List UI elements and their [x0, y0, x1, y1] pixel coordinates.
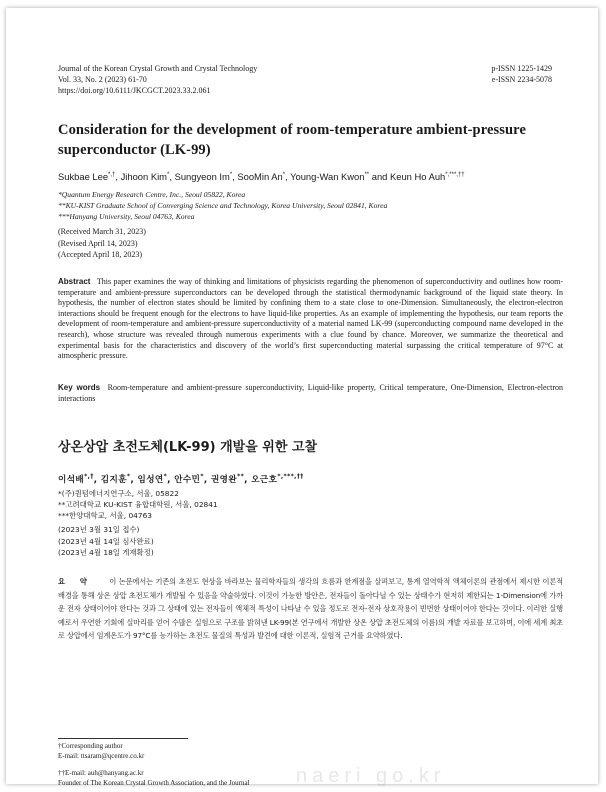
journal-volume: Vol. 33, No. 2 (2023) 61-70 [58, 75, 147, 84]
author-mark: * [126, 473, 131, 481]
journal-name: Journal of the Korean Crystal Growth and Crystal Technology [58, 64, 258, 73]
author-name: Sukbae Lee [58, 171, 109, 182]
author-mark: ** [237, 473, 245, 481]
received-date: (Received March 31, 2023) [58, 227, 146, 236]
footnote-divider [58, 738, 188, 739]
author-mark: * [282, 171, 286, 178]
footnote-gap [58, 761, 250, 769]
author-mark: * [163, 473, 168, 481]
revised-date: (Revised April 14, 2023) [58, 238, 138, 248]
author-mark: ** [364, 171, 370, 178]
pissn: p-ISSN 1225-1429 [491, 64, 552, 73]
issn-block [491, 63, 552, 85]
affiliations [58, 189, 387, 222]
founder-note: Founder of The Korean Crystal Growth Association, and the Journal [58, 778, 250, 787]
korean-revised-date: (2023년 4월 14일 심사완료) [58, 536, 154, 546]
author-mark: *,† [84, 473, 94, 481]
author-mark: * [200, 473, 204, 481]
korean-affiliations [58, 488, 218, 521]
keywords [58, 383, 563, 404]
journal-doi[interactable]: https://doi.org/10.6111/JKCGCT.2023.33.2.061 [58, 86, 211, 95]
accepted-date: (Accepted April 18, 2023) [58, 250, 142, 259]
korean-accepted-date: (2023년 4월 18일 게재확정) [58, 548, 154, 558]
korean-author-name: 김지훈 [100, 475, 127, 485]
author-mark: *,***,†† [277, 473, 304, 481]
author-name: Keun Ho Auh [390, 171, 446, 182]
watermark: naeri go.kr [296, 765, 446, 787]
korean-received-date: (2023년 3월 31일 접수) [58, 525, 140, 534]
author-mark: *,***,†† [445, 171, 465, 178]
korean-author-name: 임성연 [137, 475, 164, 485]
korean-abstract-label: 요 약 [58, 577, 93, 586]
affiliation-line: **KU-KIST Graduate School of Converging Science and Technology, Korea University, Seoul 02841, Korea [58, 201, 388, 210]
korean-abstract [58, 575, 563, 643]
paper-page [6, 8, 598, 787]
affiliation-line: ***Hanyang University, Seoul 04763, Korea [58, 212, 195, 221]
keywords-label: Key words [58, 383, 101, 392]
corresponding-author-note: †Corresponding author [58, 742, 123, 750]
author-mark: * [229, 171, 233, 178]
korean-abstract-text: 이 논문에서는 기존의 초전도 현상을 바라보는 물리학자들의 생각의 흐름과 한계점을 살펴보고, 통계 열역학적 액체이론의 관점에서 제시한 이론적 배경을 통해 상온 상압 초전도체가 개발될 수 있음을 약술하였다. 이것이 가능한 방안은, 전자들이 돌아다닐 수 있는 상태수가 현저히 제한되는 1-Dimension에 가까운 전자 상태이어야 한다는 것과 그 상태에 있는 전자들이 액체적 특성이 나타날 수 있을 정도로 전자-전자 상호작용이 빈번한 상태이어야 한다는 것이다. 이러한 실행 예로서 우연한 기회에 실마리를 얻어 수많은 실험으로 구조를 밝혀낸 LK-99(본 연구에서 개발한 상온 상압 초전도체의 이름)의 개발 자료를 보고하며, 이에 세계 최초로 상압에서 임계온도가 97°C를 능가하는 초전도 물질의 특성과 발견에 대한 이론적, 실험적 근거를 요약하였다. [58, 577, 564, 641]
abstract-label: Abstract [58, 277, 91, 286]
korean-author-name: 권영완 [210, 475, 238, 485]
korean-author-list: 이석배*,†, 김지훈*, 임성연*, 안수민*, 권영완**, 오근호*,***,†† [58, 473, 304, 485]
author-name: Young-Wan Kwon [290, 171, 365, 182]
abstract-text: This paper examines the way of thinking and limitations of physicists regarding the phenomenon of superconductivity and outlines how room-temperature and ambient-pressure superconductors can be developed through the statistical thermodynamic background of the liquid state theory. In hypothesis, the number of electron states should be limited by confining them to a state close to one-Dimension. Simultaneously, the electron-electron interactions should be frequent enough for the electrons to have liquid-like properties. As an example of implementing the hypothesis, our team reports the development of room-temperature and ambient-pressure superconductivity of a material named LK-99 (superconducting compound name developed in the research), whose structure was revealed through numerous experiments with a clue found by chance. Moreover, we summarize the theoretical and experimental basis for the characteristics and discovery of the world’s first superconducting material surpassing the critical temperature of 97°C at atmospheric pressure. [58, 277, 564, 361]
author-mark: *,† [108, 171, 116, 178]
keywords-text: Room-temperature and ambient-pressure superconductivity, Liquid-like property, Critical temperature, One-Dimension, Electron-electron interactions [58, 383, 563, 403]
author-name: SooMin An [237, 171, 283, 182]
history-dates [58, 226, 146, 261]
korean-affiliation-line: ***한양대학교, 서울, 04763 [58, 511, 152, 520]
korean-history-dates [58, 524, 154, 559]
corresponding-email-1[interactable]: E-mail: ttsaram@qcentre.co.kr [58, 751, 145, 760]
author-name: Sungyeon Im [174, 171, 230, 182]
footnotes [58, 742, 250, 788]
eissn: e-ISSN 2234-5078 [491, 75, 552, 84]
korean-author-name: 안수민 [174, 475, 201, 485]
korean-author-name: 이석배 [58, 475, 85, 485]
journal-header [58, 63, 257, 96]
author-list: Sukbae Lee*,†, Jihoon Kim*, Sungyeon Im*, SooMin An*, Young-Wan Kwon** and Keun Ho Auh*,***,†† [58, 171, 465, 182]
paper-title: Consideration for the development of room-temperature ambient-pressure superconductor (LK-99) [58, 122, 526, 158]
author-name: Jihoon Kim [120, 171, 167, 182]
corresponding-email-2[interactable]: ††E-mail: auh@hanyang.ac.kr [58, 769, 144, 777]
abstract [58, 277, 563, 362]
korean-title: 상온상압 초전도체(LK-99) 개발을 위한 고찰 [58, 440, 318, 455]
affiliation-line: *Quantum Energy Research Centre, Inc., Seoul 05822, Korea [58, 190, 246, 199]
korean-affiliation-line: **고려대학교 KU-KIST 융합대학원, 서울, 02841 [58, 500, 218, 509]
author-mark: * [167, 171, 170, 178]
korean-author-name: 오근호 [251, 475, 278, 485]
korean-affiliation-line: *(주)퀀텀에너지연구소, 서울, 05822 [58, 489, 179, 498]
